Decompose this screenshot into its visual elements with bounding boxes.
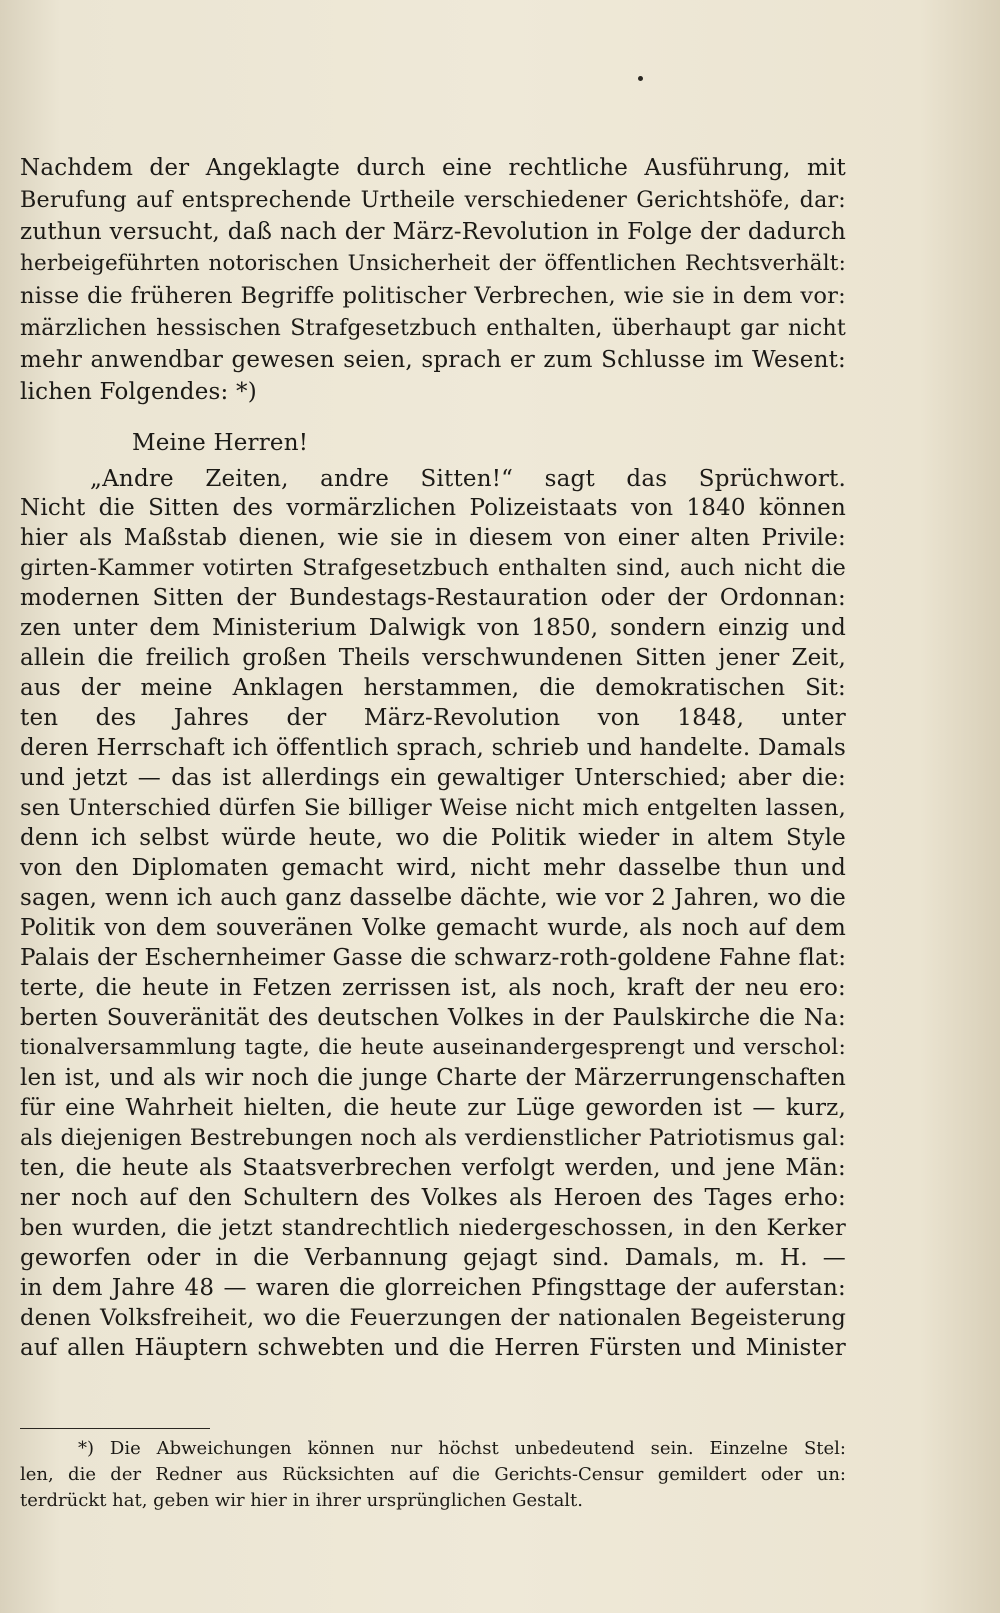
- body-line: sen Unterschied dürfen Sie billiger Weise nicht mich entgelten lassen,: [20, 795, 846, 821]
- footnote-rule: [20, 1428, 210, 1429]
- body-line: ben wurden, die jetzt standrechtlich niedergeschossen, in den Kerker: [20, 1215, 846, 1241]
- body-line: tionalversammlung tagte, die heute auseinandergesprengt und verschol:: [20, 1035, 846, 1060]
- body-line: nisse die früheren Begriffe politischer Verbrechen, wie sie in dem vor:: [20, 283, 846, 309]
- body-line: Nachdem der Angeklagte durch eine rechtliche Ausführung, mit: [20, 155, 846, 181]
- body-line: deren Herrschaft ich öffentlich sprach, schrieb und handelte. Damals: [20, 735, 846, 761]
- body-line: denn ich selbst würde heute, wo die Politik wieder in altem Style: [20, 825, 846, 851]
- opening-quote: „Andre Zeiten, andre Sitten!“ sagt das Sprüchwort.: [90, 466, 846, 492]
- body-line: für eine Wahrheit hielten, die heute zur Lüge geworden ist — kurz,: [20, 1095, 846, 1121]
- body-line: Nicht die Sitten des vormärzlichen Polizeistaats von 1840 können: [20, 495, 846, 521]
- body-line: terte, die heute in Fetzen zerrissen ist, als noch, kraft der neu ero:: [20, 975, 846, 1001]
- body-line: girten-Kammer votirten Strafgesetzbuch enthalten sind, auch nicht die: [20, 555, 846, 581]
- body-line: ten des Jahres der März-Revolution von 1848, unter: [20, 705, 846, 731]
- footnote-line: terdrückt hat, geben wir hier in ihrer ursprünglichen Gestalt.: [20, 1490, 584, 1511]
- body-line: lichen Folgendes: *): [20, 379, 257, 405]
- body-line: allein die freilich großen Theils verschwundenen Sitten jener Zeit,: [20, 645, 846, 671]
- body-line: auf allen Häuptern schwebten und die Herren Fürsten und Minister: [20, 1335, 846, 1361]
- body-line: Politik von dem souveränen Volke gemacht wurde, als noch auf dem: [20, 915, 846, 941]
- body-line: aus der meine Anklagen herstammen, die demokratischen Sit:: [20, 675, 846, 701]
- body-line: und jetzt — das ist allerdings ein gewaltiger Unterschied; aber die:: [20, 765, 846, 791]
- body-line: von den Diplomaten gemacht wird, nicht mehr dasselbe thun und: [20, 855, 846, 881]
- body-line: hier als Maßstab dienen, wie sie in diesem von einer alten Privile:: [20, 525, 846, 551]
- body-line: herbeigeführten notorischen Unsicherheit der öffentlichen Rechtsverhält:: [20, 251, 846, 276]
- body-line: geworfen oder in die Verbannung gejagt sind. Damals, m. H. —: [20, 1245, 846, 1271]
- ink-speck: [638, 76, 643, 81]
- body-line: Berufung auf entsprechende Urtheile verschiedener Gerichtshöfe, dar:: [20, 187, 846, 213]
- body-line: sagen, wenn ich auch ganz dasselbe dächte, wie vor 2 Jahren, wo die: [20, 885, 846, 911]
- body-line: berten Souveränität des deutschen Volkes in der Paulskirche die Na:: [20, 1005, 846, 1031]
- body-line: denen Volksfreiheit, wo die Feuerzungen der nationalen Begeisterung: [20, 1305, 846, 1331]
- body-line: modernen Sitten der Bundestags-Restauration oder der Ordonnan:: [20, 585, 846, 611]
- body-line: mehr anwendbar gewesen seien, sprach er zum Schlusse im Wesent:: [20, 347, 846, 373]
- footnote-line: *) Die Abweichungen können nur höchst unbedeutend sein. Einzelne Stel:: [78, 1438, 846, 1459]
- body-line: in dem Jahre 48 — waren die glorreichen Pfingsttage der auferstan:: [20, 1275, 846, 1301]
- body-line: zuthun versucht, daß nach der März-Revolution in Folge der dadurch: [20, 219, 846, 245]
- body-line: märzlichen hessischen Strafgesetzbuch enthalten, überhaupt gar nicht: [20, 315, 846, 341]
- body-line: zen unter dem Ministerium Dalwigk von 1850, sondern einzig und: [20, 615, 846, 641]
- salutation: Meine Herren!: [132, 430, 309, 456]
- body-line: Palais der Eschernheimer Gasse die schwarz-roth-goldene Fahne flat:: [20, 945, 847, 971]
- body-line: ten, die heute als Staatsverbrechen verfolgt werden, und jene Män:: [20, 1155, 846, 1181]
- body-line: ner noch auf den Schultern des Volkes als Heroen des Tages erho:: [20, 1185, 846, 1211]
- body-line: len ist, und als wir noch die junge Charte der Märzerrungenschaften: [20, 1065, 846, 1091]
- footnote-line: len, die der Redner aus Rücksichten auf die Gerichts-Censur gemildert oder un:: [20, 1464, 846, 1485]
- body-line: als diejenigen Bestrebungen noch als verdienstlicher Patriotismus gal:: [20, 1125, 846, 1151]
